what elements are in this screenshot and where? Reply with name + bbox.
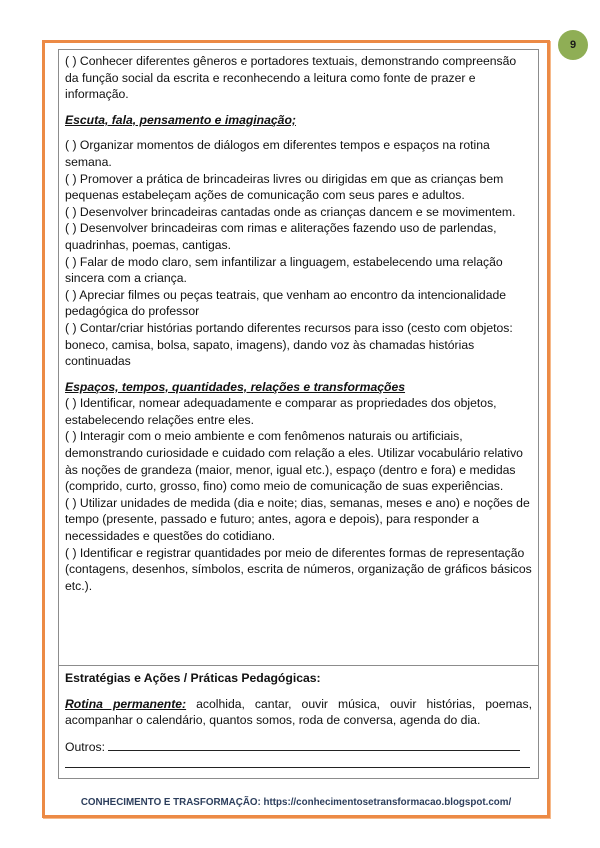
footer-credit: CONHECIMENTO E TRASFORMAÇÃO: https://conhecimentosetransformacao.blogspot.com/ [80,797,512,808]
objective-item: ( ) Identificar, nomear adequadamente e comparar as propriedades dos objetos, estabelecendo relações entre eles. [65,396,497,427]
objective-item: ( ) Contar/criar histórias portando diferentes recursos para isso (cesto com objetos: boneco, camisa, bolsa, sapato, imagens), dando voz às chamadas histórias continuadas [65,320,513,369]
objectives-cell [59,50,538,666]
section-heading-listening: Escuta, fala, pensamento e imaginação; [65,112,296,127]
page-number-badge [558,30,588,60]
objective-item: ( ) Apreciar filmes ou peças teatrais, que venham ao encontro da intencionalidade pedagógica do professor [65,287,507,319]
others-label: Outros: [65,739,109,754]
content-table [58,49,539,779]
objective-item: ( ) Falar de modo claro, sem infantilizar a linguagem, estabelecendo uma relação sincera com a criança. [65,254,503,286]
others-line-2 [65,755,532,773]
objective-item: ( ) Desenvolver brincadeiras cantadas onde as crianças dancem e se movimentem. [65,204,516,219]
objective-item: ( ) Utilizar unidades de medida (dia e noite; dias, semanas, meses e ano) e noções de tempo (presente, passado e futuro; antes, agora e depois), para responder a necessidades e questões do cotidiano. [65,495,530,544]
routine-paragraph [65,696,532,729]
others-line [65,738,532,756]
objective-item: ( ) Interagir com o meio ambiente e com fenômenos naturais ou artificiais, demonstrando curiosidade e cuidado com relação a eles. Utilizar vocabulário relativo às noções de grandeza (maior, menor, igual etc.), espaço (dentro e fora) e medidas (comprido, curto, grosso, fino) como meio de comunicação de suas experiências. [65,429,523,494]
strategies-cell [59,666,538,778]
routine-text: acolhida, cantar, ouvir música, ouvir histórias, poemas, acompanhar o calendário, quantos somos, roda de conversa, agenda do dia. [65,696,532,728]
routine-label: Rotina permanente: [65,696,187,711]
objective-item: ( ) Desenvolver brincadeiras com rimas e aliterações fazendo uso de parlendas, quadrinhas, poemas, cantigas. [65,221,497,252]
strategies-heading: Estratégias e Ações / Práticas Pedagógicas: [65,671,321,685]
objective-item: ( ) Identificar e registrar quantidades por meio de diferentes formas de representação (contagens, desenhos, símbolos, escrita de números, organização de gráficos básicos etc.). [65,545,532,593]
objective-item: ( ) Organizar momentos de diálogos em diferentes tempos e espaços na rotina semana. [65,138,490,169]
page-number: 9 [569,39,577,51]
others-blank-line-1[interactable] [108,738,520,751]
section-heading-spaces: Espaços, tempos, quantidades, relações e transformações [65,379,406,394]
orange-page-frame [42,40,550,818]
others-blank-line-2[interactable] [65,755,530,768]
objective-item: ( ) Conhecer diferentes gêneros e portadores textuais, demonstrando compreensão da função social da escrita e reconhecendo a leitura como fonte de prazer e informação. [65,54,517,102]
objective-item: ( ) Promover a prática de brincadeiras livres ou dirigidas em que as crianças bem pequenas estabeleçam ações de comunicação com seus pares e adultos. [65,171,504,203]
